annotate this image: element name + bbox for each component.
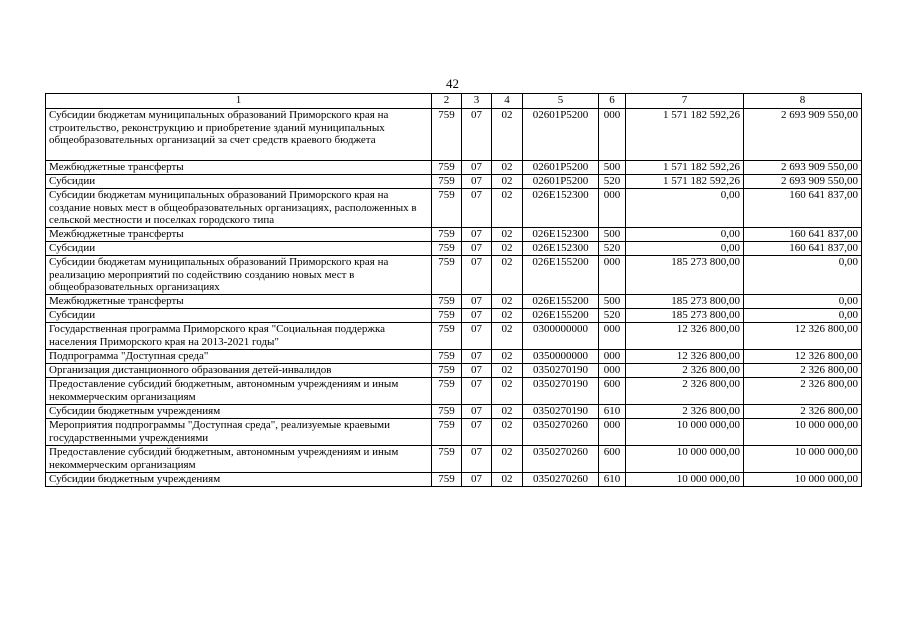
row-name-cell: Субсидии (46, 175, 432, 189)
row-expense-type-cell: 500 (599, 295, 626, 309)
column-header: 7 (626, 94, 744, 109)
row-subsection-cell: 02 (492, 309, 523, 323)
row-expense-type-cell: 000 (599, 256, 626, 295)
row-amount-1-cell: 0,00 (626, 242, 744, 256)
table-row (46, 175, 862, 189)
row-section-cell: 07 (462, 473, 492, 487)
table-row (46, 295, 862, 309)
row-amount-1-cell: 1 571 182 592,26 (626, 109, 744, 161)
row-amount-2-cell: 2 693 909 550,00 (744, 161, 862, 175)
row-grbs-cell: 759 (432, 323, 462, 350)
row-name-cell: Субсидии бюджетам муниципальных образований Приморского края на строительство, реконструкцию и приобретение зданий муниципальных общеобразовательных организаций за счет средств краевого бюджета (46, 109, 432, 161)
row-expense-type-cell: 000 (599, 350, 626, 364)
row-grbs-cell: 759 (432, 175, 462, 189)
table-row (46, 419, 862, 446)
row-amount-2-cell: 0,00 (744, 295, 862, 309)
row-target-article-cell: 02601P5200 (523, 161, 599, 175)
page-number: 42 (446, 76, 459, 91)
table-row (46, 473, 862, 487)
row-name-cell: Межбюджетные трансферты (46, 161, 432, 175)
row-subsection-cell: 02 (492, 405, 523, 419)
row-amount-1-cell: 2 326 800,00 (626, 364, 744, 378)
row-target-article-cell: 0350270190 (523, 378, 599, 405)
row-subsection-cell: 02 (492, 228, 523, 242)
budget-table (45, 93, 862, 487)
row-section-cell: 07 (462, 419, 492, 446)
column-header: 5 (523, 94, 599, 109)
row-subsection-cell: 02 (492, 419, 523, 446)
row-expense-type-cell: 000 (599, 323, 626, 350)
row-name-cell: Мероприятия подпрограммы "Доступная среда", реализуемые краевыми государственными учреждениями (46, 419, 432, 446)
row-amount-1-cell: 12 326 800,00 (626, 323, 744, 350)
column-header: 6 (599, 94, 626, 109)
row-subsection-cell: 02 (492, 446, 523, 473)
row-target-article-cell: 026E152300 (523, 189, 599, 228)
row-amount-2-cell: 2 693 909 550,00 (744, 175, 862, 189)
row-section-cell: 07 (462, 256, 492, 295)
column-header: 1 (46, 94, 432, 109)
row-target-article-cell: 026E155200 (523, 295, 599, 309)
table-row (46, 350, 862, 364)
row-amount-2-cell: 2 326 800,00 (744, 378, 862, 405)
row-name-cell: Межбюджетные трансферты (46, 295, 432, 309)
row-section-cell: 07 (462, 295, 492, 309)
row-expense-type-cell: 610 (599, 405, 626, 419)
table-row (46, 378, 862, 405)
row-grbs-cell: 759 (432, 405, 462, 419)
row-section-cell: 07 (462, 446, 492, 473)
row-grbs-cell: 759 (432, 228, 462, 242)
row-expense-type-cell: 600 (599, 378, 626, 405)
row-amount-2-cell: 12 326 800,00 (744, 323, 862, 350)
row-subsection-cell: 02 (492, 473, 523, 487)
row-amount-1-cell: 1 571 182 592,26 (626, 175, 744, 189)
row-amount-1-cell: 2 326 800,00 (626, 405, 744, 419)
row-grbs-cell: 759 (432, 473, 462, 487)
row-section-cell: 07 (462, 309, 492, 323)
row-name-cell: Предоставление субсидий бюджетным, автономным учреждениям и иным некоммерческим организациям (46, 378, 432, 405)
row-amount-1-cell: 185 273 800,00 (626, 256, 744, 295)
column-header: 2 (432, 94, 462, 109)
row-section-cell: 07 (462, 109, 492, 161)
row-grbs-cell: 759 (432, 419, 462, 446)
table-row (46, 364, 862, 378)
row-amount-2-cell: 160 641 837,00 (744, 189, 862, 228)
row-section-cell: 07 (462, 350, 492, 364)
row-amount-2-cell: 160 641 837,00 (744, 228, 862, 242)
table-row (46, 323, 862, 350)
row-grbs-cell: 759 (432, 109, 462, 161)
row-target-article-cell: 0350270190 (523, 364, 599, 378)
table-row (46, 109, 862, 161)
row-amount-2-cell: 10 000 000,00 (744, 473, 862, 487)
row-name-cell: Субсидии бюджетным учреждениям (46, 473, 432, 487)
row-expense-type-cell: 610 (599, 473, 626, 487)
row-amount-1-cell: 10 000 000,00 (626, 446, 744, 473)
row-expense-type-cell: 520 (599, 175, 626, 189)
row-target-article-cell: 0350270260 (523, 473, 599, 487)
row-section-cell: 07 (462, 405, 492, 419)
row-name-cell: Подпрограмма "Доступная среда" (46, 350, 432, 364)
table-row (46, 161, 862, 175)
row-amount-1-cell: 185 273 800,00 (626, 309, 744, 323)
row-section-cell: 07 (462, 189, 492, 228)
row-amount-1-cell: 12 326 800,00 (626, 350, 744, 364)
row-amount-2-cell: 2 326 800,00 (744, 364, 862, 378)
row-grbs-cell: 759 (432, 378, 462, 405)
row-grbs-cell: 759 (432, 309, 462, 323)
row-amount-1-cell: 0,00 (626, 189, 744, 228)
table-row (46, 256, 862, 295)
row-amount-2-cell: 2 326 800,00 (744, 405, 862, 419)
row-expense-type-cell: 520 (599, 242, 626, 256)
row-subsection-cell: 02 (492, 189, 523, 228)
row-amount-1-cell: 10 000 000,00 (626, 419, 744, 446)
table-row (46, 309, 862, 323)
row-target-article-cell: 0350270190 (523, 405, 599, 419)
row-amount-2-cell: 10 000 000,00 (744, 446, 862, 473)
row-subsection-cell: 02 (492, 364, 523, 378)
row-subsection-cell: 02 (492, 242, 523, 256)
table-row (46, 446, 862, 473)
row-amount-2-cell: 0,00 (744, 309, 862, 323)
row-subsection-cell: 02 (492, 161, 523, 175)
row-target-article-cell: 0350270260 (523, 446, 599, 473)
row-name-cell: Межбюджетные трансферты (46, 228, 432, 242)
row-amount-2-cell: 160 641 837,00 (744, 242, 862, 256)
table-row (46, 242, 862, 256)
header-row (46, 94, 862, 109)
table-row (46, 405, 862, 419)
row-subsection-cell: 02 (492, 295, 523, 309)
row-section-cell: 07 (462, 175, 492, 189)
row-expense-type-cell: 000 (599, 109, 626, 161)
row-amount-1-cell: 10 000 000,00 (626, 473, 744, 487)
row-expense-type-cell: 000 (599, 364, 626, 378)
row-grbs-cell: 759 (432, 364, 462, 378)
row-expense-type-cell: 600 (599, 446, 626, 473)
table-row (46, 228, 862, 242)
row-section-cell: 07 (462, 323, 492, 350)
column-header: 3 (462, 94, 492, 109)
table-body (46, 109, 862, 487)
row-target-article-cell: 0350000000 (523, 350, 599, 364)
row-name-cell: Организация дистанционного образования детей-инвалидов (46, 364, 432, 378)
row-section-cell: 07 (462, 378, 492, 405)
row-name-cell: Субсидии (46, 309, 432, 323)
table-row (46, 189, 862, 228)
row-amount-2-cell: 12 326 800,00 (744, 350, 862, 364)
row-amount-1-cell: 185 273 800,00 (626, 295, 744, 309)
row-name-cell: Государственная программа Приморского края "Социальная поддержка населения Приморского края на 2013-2021 годы" (46, 323, 432, 350)
row-target-article-cell: 026E152300 (523, 228, 599, 242)
row-name-cell: Предоставление субсидий бюджетным, автономным учреждениям и иным некоммерческим организациям (46, 446, 432, 473)
row-target-article-cell: 026E152300 (523, 242, 599, 256)
row-amount-2-cell: 2 693 909 550,00 (744, 109, 862, 161)
row-expense-type-cell: 520 (599, 309, 626, 323)
row-target-article-cell: 02601P5200 (523, 175, 599, 189)
row-amount-2-cell: 0,00 (744, 256, 862, 295)
row-section-cell: 07 (462, 228, 492, 242)
row-target-article-cell: 0300000000 (523, 323, 599, 350)
column-header: 8 (744, 94, 862, 109)
row-section-cell: 07 (462, 242, 492, 256)
row-amount-2-cell: 10 000 000,00 (744, 419, 862, 446)
row-expense-type-cell: 000 (599, 419, 626, 446)
row-grbs-cell: 759 (432, 256, 462, 295)
row-grbs-cell: 759 (432, 350, 462, 364)
row-target-article-cell: 0350270260 (523, 419, 599, 446)
row-amount-1-cell: 2 326 800,00 (626, 378, 744, 405)
row-section-cell: 07 (462, 161, 492, 175)
row-amount-1-cell: 0,00 (626, 228, 744, 242)
row-grbs-cell: 759 (432, 161, 462, 175)
row-amount-1-cell: 1 571 182 592,26 (626, 161, 744, 175)
row-grbs-cell: 759 (432, 242, 462, 256)
row-subsection-cell: 02 (492, 323, 523, 350)
row-subsection-cell: 02 (492, 256, 523, 295)
row-subsection-cell: 02 (492, 350, 523, 364)
row-target-article-cell: 02601P5200 (523, 109, 599, 161)
row-grbs-cell: 759 (432, 189, 462, 228)
row-expense-type-cell: 500 (599, 161, 626, 175)
row-expense-type-cell: 500 (599, 228, 626, 242)
row-target-article-cell: 026E155200 (523, 256, 599, 295)
row-subsection-cell: 02 (492, 109, 523, 161)
row-subsection-cell: 02 (492, 175, 523, 189)
row-name-cell: Субсидии бюджетам муниципальных образований Приморского края на реализацию мероприятий по содействию созданию новых мест в общеобразовательных организациях (46, 256, 432, 295)
row-expense-type-cell: 000 (599, 189, 626, 228)
row-grbs-cell: 759 (432, 295, 462, 309)
row-target-article-cell: 026E155200 (523, 309, 599, 323)
column-header: 4 (492, 94, 523, 109)
row-name-cell: Субсидии (46, 242, 432, 256)
row-grbs-cell: 759 (432, 446, 462, 473)
row-name-cell: Субсидии бюджетным учреждениям (46, 405, 432, 419)
row-section-cell: 07 (462, 364, 492, 378)
row-name-cell: Субсидии бюджетам муниципальных образований Приморского края на создание новых мест в общеобразовательных организациях, расположенных в сельской местности и поселках городского типа (46, 189, 432, 228)
row-subsection-cell: 02 (492, 378, 523, 405)
